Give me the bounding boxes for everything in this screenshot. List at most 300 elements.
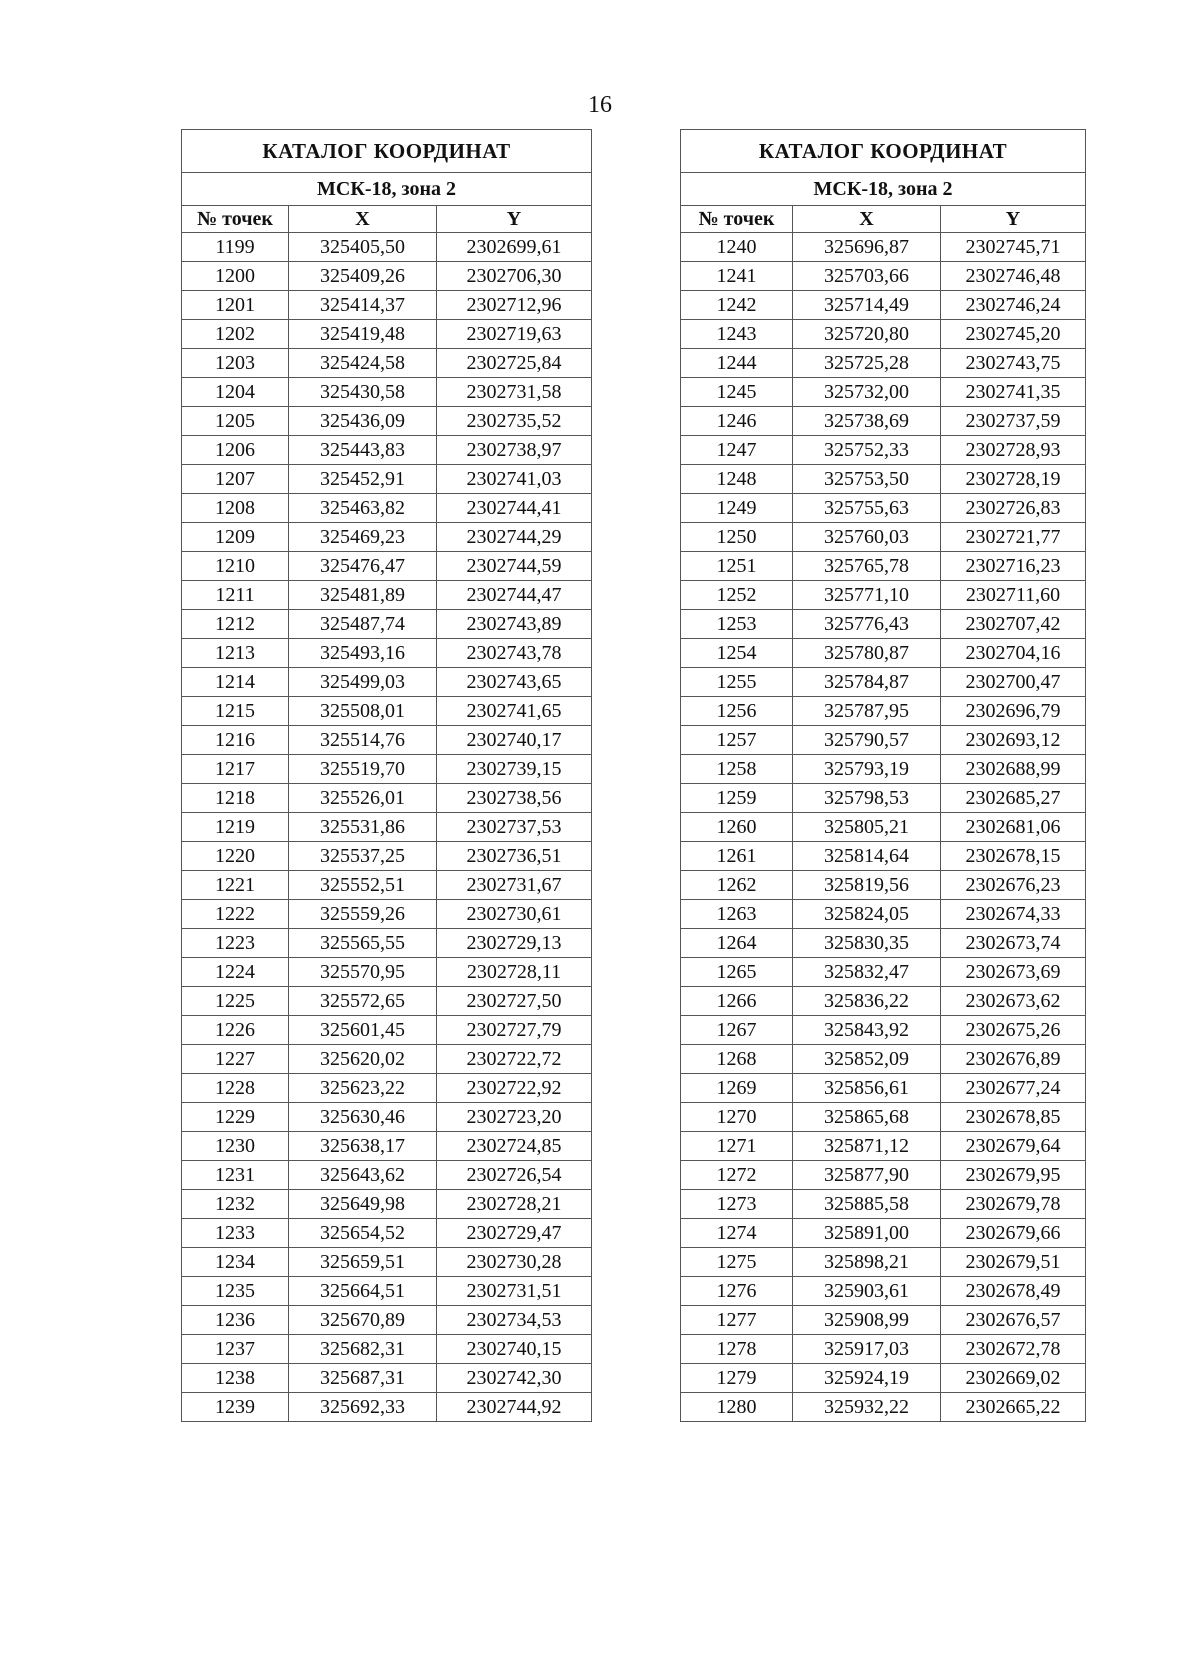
y-coordinate-cell: 2302677,24	[941, 1074, 1086, 1103]
table-row	[681, 1306, 1086, 1335]
y-coordinate-cell: 2302704,16	[941, 639, 1086, 668]
x-coordinate-cell: 325481,89	[289, 581, 437, 610]
point-number-cell: 1202	[182, 320, 289, 349]
point-number-cell: 1254	[681, 639, 793, 668]
x-coordinate-cell: 325526,01	[289, 784, 437, 813]
y-coordinate-cell: 2302745,20	[941, 320, 1086, 349]
y-coordinate-cell: 2302728,93	[941, 436, 1086, 465]
y-coordinate-cell: 2302730,28	[437, 1248, 592, 1277]
column-header-point-number: № точек	[182, 206, 289, 233]
y-coordinate-cell: 2302719,63	[437, 320, 592, 349]
point-number-cell: 1214	[182, 668, 289, 697]
y-coordinate-cell: 2302739,15	[437, 755, 592, 784]
table-row	[182, 610, 592, 639]
x-coordinate-cell: 325714,49	[793, 291, 941, 320]
point-number-cell: 1207	[182, 465, 289, 494]
point-number-cell: 1263	[681, 900, 793, 929]
y-coordinate-cell: 2302685,27	[941, 784, 1086, 813]
table-row	[681, 1277, 1086, 1306]
table-title: КАТАЛОГ КООРДИНАТ	[681, 130, 1086, 173]
table-row	[681, 1335, 1086, 1364]
y-coordinate-cell: 2302728,11	[437, 958, 592, 987]
x-coordinate-cell: 325852,09	[793, 1045, 941, 1074]
point-number-cell: 1280	[681, 1393, 793, 1422]
x-coordinate-cell: 325537,25	[289, 842, 437, 871]
table-row	[681, 1103, 1086, 1132]
point-number-cell: 1225	[182, 987, 289, 1016]
y-coordinate-cell: 2302711,60	[941, 581, 1086, 610]
point-number-cell: 1276	[681, 1277, 793, 1306]
column-header-y: Y	[941, 206, 1086, 233]
x-coordinate-cell: 325703,66	[793, 262, 941, 291]
point-number-cell: 1205	[182, 407, 289, 436]
x-coordinate-cell: 325843,92	[793, 1016, 941, 1045]
point-number-cell: 1260	[681, 813, 793, 842]
y-coordinate-cell: 2302727,50	[437, 987, 592, 1016]
x-coordinate-cell: 325643,62	[289, 1161, 437, 1190]
table-row	[182, 1335, 592, 1364]
x-coordinate-cell: 325760,03	[793, 523, 941, 552]
y-coordinate-cell: 2302740,17	[437, 726, 592, 755]
table-row	[182, 726, 592, 755]
x-coordinate-cell: 325832,47	[793, 958, 941, 987]
table-row	[182, 291, 592, 320]
table-row	[681, 552, 1086, 581]
y-coordinate-cell: 2302740,15	[437, 1335, 592, 1364]
table-row	[681, 349, 1086, 378]
point-number-cell: 1229	[182, 1103, 289, 1132]
point-number-cell: 1221	[182, 871, 289, 900]
x-coordinate-cell: 325463,82	[289, 494, 437, 523]
table-row	[182, 1045, 592, 1074]
table-row	[681, 697, 1086, 726]
y-coordinate-cell: 2302728,19	[941, 465, 1086, 494]
point-number-cell: 1277	[681, 1306, 793, 1335]
table-row	[681, 1364, 1086, 1393]
y-coordinate-cell: 2302726,54	[437, 1161, 592, 1190]
x-coordinate-cell: 325932,22	[793, 1393, 941, 1422]
y-coordinate-cell: 2302674,33	[941, 900, 1086, 929]
x-coordinate-cell: 325487,74	[289, 610, 437, 639]
table-row	[182, 552, 592, 581]
table-row	[681, 784, 1086, 813]
x-coordinate-cell: 325664,51	[289, 1277, 437, 1306]
table-row	[182, 1074, 592, 1103]
x-coordinate-cell: 325565,55	[289, 929, 437, 958]
x-coordinate-cell: 325865,68	[793, 1103, 941, 1132]
point-number-cell: 1222	[182, 900, 289, 929]
table-row	[182, 958, 592, 987]
point-number-cell: 1275	[681, 1248, 793, 1277]
x-coordinate-cell: 325430,58	[289, 378, 437, 407]
x-coordinate-cell: 325793,19	[793, 755, 941, 784]
table-row	[182, 842, 592, 871]
y-coordinate-cell: 2302679,78	[941, 1190, 1086, 1219]
table-row	[681, 436, 1086, 465]
y-coordinate-cell: 2302676,89	[941, 1045, 1086, 1074]
point-number-cell: 1272	[681, 1161, 793, 1190]
y-coordinate-cell: 2302665,22	[941, 1393, 1086, 1422]
table-row	[182, 987, 592, 1016]
table-row	[681, 494, 1086, 523]
y-coordinate-cell: 2302678,85	[941, 1103, 1086, 1132]
table-subtitle: МСК-18, зона 2	[182, 173, 592, 206]
coordinate-catalog-table	[680, 129, 1086, 1422]
x-coordinate-cell: 325424,58	[289, 349, 437, 378]
y-coordinate-cell: 2302722,72	[437, 1045, 592, 1074]
table-body	[681, 233, 1086, 1422]
x-coordinate-cell: 325409,26	[289, 262, 437, 291]
table-row	[182, 378, 592, 407]
table-row	[681, 262, 1086, 291]
x-coordinate-cell: 325531,86	[289, 813, 437, 842]
y-coordinate-cell: 2302706,30	[437, 262, 592, 291]
table-row	[182, 233, 592, 262]
table-row	[182, 813, 592, 842]
point-number-cell: 1278	[681, 1335, 793, 1364]
point-number-cell: 1235	[182, 1277, 289, 1306]
point-number-cell: 1216	[182, 726, 289, 755]
y-coordinate-cell: 2302712,96	[437, 291, 592, 320]
x-coordinate-cell: 325877,90	[793, 1161, 941, 1190]
table-row	[182, 1277, 592, 1306]
point-number-cell: 1259	[681, 784, 793, 813]
table-row	[681, 987, 1086, 1016]
x-coordinate-cell: 325814,64	[793, 842, 941, 871]
x-coordinate-cell: 325908,99	[793, 1306, 941, 1335]
point-number-cell: 1273	[681, 1190, 793, 1219]
x-coordinate-cell: 325692,33	[289, 1393, 437, 1422]
x-coordinate-cell: 325572,65	[289, 987, 437, 1016]
table-row	[681, 1045, 1086, 1074]
point-number-cell: 1274	[681, 1219, 793, 1248]
table-row	[681, 1074, 1086, 1103]
y-coordinate-cell: 2302737,53	[437, 813, 592, 842]
y-coordinate-cell: 2302735,52	[437, 407, 592, 436]
point-number-cell: 1203	[182, 349, 289, 378]
table-row	[182, 1190, 592, 1219]
x-coordinate-cell: 325508,01	[289, 697, 437, 726]
point-number-cell: 1232	[182, 1190, 289, 1219]
y-coordinate-cell: 2302679,66	[941, 1219, 1086, 1248]
y-coordinate-cell: 2302688,99	[941, 755, 1086, 784]
point-number-cell: 1251	[681, 552, 793, 581]
table-row	[182, 1364, 592, 1393]
y-coordinate-cell: 2302725,84	[437, 349, 592, 378]
table-row	[681, 407, 1086, 436]
y-coordinate-cell: 2302669,02	[941, 1364, 1086, 1393]
x-coordinate-cell: 325738,69	[793, 407, 941, 436]
x-coordinate-cell: 325819,56	[793, 871, 941, 900]
table-row	[182, 1103, 592, 1132]
table-row	[681, 726, 1086, 755]
point-number-cell: 1239	[182, 1393, 289, 1422]
x-coordinate-cell: 325696,87	[793, 233, 941, 262]
point-number-cell: 1237	[182, 1335, 289, 1364]
x-coordinate-cell: 325885,58	[793, 1190, 941, 1219]
x-coordinate-cell: 325752,33	[793, 436, 941, 465]
x-coordinate-cell: 325620,02	[289, 1045, 437, 1074]
point-number-cell: 1241	[681, 262, 793, 291]
x-coordinate-cell: 325476,47	[289, 552, 437, 581]
point-number-cell: 1271	[681, 1132, 793, 1161]
table-row	[681, 813, 1086, 842]
y-coordinate-cell: 2302724,85	[437, 1132, 592, 1161]
y-coordinate-cell: 2302681,06	[941, 813, 1086, 842]
y-coordinate-cell: 2302731,67	[437, 871, 592, 900]
point-number-cell: 1212	[182, 610, 289, 639]
point-number-cell: 1228	[182, 1074, 289, 1103]
table-row	[681, 291, 1086, 320]
table-row	[681, 523, 1086, 552]
y-coordinate-cell: 2302745,71	[941, 233, 1086, 262]
x-coordinate-cell: 325570,95	[289, 958, 437, 987]
table-row	[182, 697, 592, 726]
x-coordinate-cell: 325771,10	[793, 581, 941, 610]
y-coordinate-cell: 2302744,92	[437, 1393, 592, 1422]
point-number-cell: 1219	[182, 813, 289, 842]
table-row	[681, 1219, 1086, 1248]
x-coordinate-cell: 325514,76	[289, 726, 437, 755]
y-coordinate-cell: 2302743,89	[437, 610, 592, 639]
point-number-cell: 1267	[681, 1016, 793, 1045]
table-row	[681, 320, 1086, 349]
y-coordinate-cell: 2302734,53	[437, 1306, 592, 1335]
table-row	[681, 958, 1086, 987]
point-number-cell: 1201	[182, 291, 289, 320]
table-row	[681, 1161, 1086, 1190]
table-row	[182, 320, 592, 349]
point-number-cell: 1226	[182, 1016, 289, 1045]
x-coordinate-cell: 325436,09	[289, 407, 437, 436]
x-coordinate-cell: 325687,31	[289, 1364, 437, 1393]
y-coordinate-cell: 2302744,41	[437, 494, 592, 523]
x-coordinate-cell: 325493,16	[289, 639, 437, 668]
table-row	[182, 494, 592, 523]
x-coordinate-cell: 325725,28	[793, 349, 941, 378]
point-number-cell: 1261	[681, 842, 793, 871]
table-row	[182, 639, 592, 668]
y-coordinate-cell: 2302693,12	[941, 726, 1086, 755]
x-coordinate-cell: 325414,37	[289, 291, 437, 320]
table-row	[681, 1132, 1086, 1161]
y-coordinate-cell: 2302696,79	[941, 697, 1086, 726]
x-coordinate-cell: 325776,43	[793, 610, 941, 639]
y-coordinate-cell: 2302721,77	[941, 523, 1086, 552]
table-row	[182, 436, 592, 465]
x-coordinate-cell: 325443,83	[289, 436, 437, 465]
point-number-cell: 1262	[681, 871, 793, 900]
point-number-cell: 1269	[681, 1074, 793, 1103]
point-number-cell: 1242	[681, 291, 793, 320]
table-row	[182, 1306, 592, 1335]
point-number-cell: 1257	[681, 726, 793, 755]
x-coordinate-cell: 325924,19	[793, 1364, 941, 1393]
x-coordinate-cell: 325732,00	[793, 378, 941, 407]
x-coordinate-cell: 325824,05	[793, 900, 941, 929]
point-number-cell: 1255	[681, 668, 793, 697]
x-coordinate-cell: 325836,22	[793, 987, 941, 1016]
point-number-cell: 1266	[681, 987, 793, 1016]
y-coordinate-cell: 2302700,47	[941, 668, 1086, 697]
x-coordinate-cell: 325405,50	[289, 233, 437, 262]
point-number-cell: 1279	[681, 1364, 793, 1393]
point-number-cell: 1247	[681, 436, 793, 465]
x-coordinate-cell: 325898,21	[793, 1248, 941, 1277]
x-coordinate-cell: 325790,57	[793, 726, 941, 755]
y-coordinate-cell: 2302738,97	[437, 436, 592, 465]
table-subtitle: МСК-18, зона 2	[681, 173, 1086, 206]
x-coordinate-cell: 325830,35	[793, 929, 941, 958]
y-coordinate-cell: 2302678,15	[941, 842, 1086, 871]
point-number-cell: 1252	[681, 581, 793, 610]
point-number-cell: 1206	[182, 436, 289, 465]
table-row	[182, 1219, 592, 1248]
y-coordinate-cell: 2302678,49	[941, 1277, 1086, 1306]
point-number-cell: 1204	[182, 378, 289, 407]
table-row	[182, 1248, 592, 1277]
x-coordinate-cell: 325917,03	[793, 1335, 941, 1364]
y-coordinate-cell: 2302716,23	[941, 552, 1086, 581]
x-coordinate-cell: 325798,53	[793, 784, 941, 813]
x-coordinate-cell: 325638,17	[289, 1132, 437, 1161]
y-coordinate-cell: 2302699,61	[437, 233, 592, 262]
y-coordinate-cell: 2302729,47	[437, 1219, 592, 1248]
point-number-cell: 1218	[182, 784, 289, 813]
y-coordinate-cell: 2302673,69	[941, 958, 1086, 987]
y-coordinate-cell: 2302743,65	[437, 668, 592, 697]
point-number-cell: 1217	[182, 755, 289, 784]
table-row	[182, 1393, 592, 1422]
coordinate-catalog-table	[181, 129, 592, 1422]
column-header-point-number: № точек	[681, 206, 793, 233]
table-row	[681, 1016, 1086, 1045]
table-row	[182, 929, 592, 958]
table-row	[182, 349, 592, 378]
x-coordinate-cell: 325559,26	[289, 900, 437, 929]
table-row	[182, 784, 592, 813]
table-row	[182, 262, 592, 291]
y-coordinate-cell: 2302672,78	[941, 1335, 1086, 1364]
x-coordinate-cell: 325871,12	[793, 1132, 941, 1161]
table-row	[182, 871, 592, 900]
point-number-cell: 1224	[182, 958, 289, 987]
x-coordinate-cell: 325780,87	[793, 639, 941, 668]
y-coordinate-cell: 2302730,61	[437, 900, 592, 929]
table-row	[681, 378, 1086, 407]
table-row	[681, 639, 1086, 668]
point-number-cell: 1243	[681, 320, 793, 349]
point-number-cell: 1220	[182, 842, 289, 871]
point-number-cell: 1248	[681, 465, 793, 494]
x-coordinate-cell: 325452,91	[289, 465, 437, 494]
table-row	[681, 233, 1086, 262]
point-number-cell: 1246	[681, 407, 793, 436]
x-coordinate-cell: 325654,52	[289, 1219, 437, 1248]
point-number-cell: 1236	[182, 1306, 289, 1335]
table-row	[681, 929, 1086, 958]
table-row	[681, 842, 1086, 871]
point-number-cell: 1240	[681, 233, 793, 262]
y-coordinate-cell: 2302741,65	[437, 697, 592, 726]
point-number-cell: 1209	[182, 523, 289, 552]
x-coordinate-cell: 325903,61	[793, 1277, 941, 1306]
point-number-cell: 1233	[182, 1219, 289, 1248]
x-coordinate-cell: 325419,48	[289, 320, 437, 349]
y-coordinate-cell: 2302728,21	[437, 1190, 592, 1219]
point-number-cell: 1234	[182, 1248, 289, 1277]
x-coordinate-cell: 325552,51	[289, 871, 437, 900]
x-coordinate-cell: 325805,21	[793, 813, 941, 842]
table-body	[182, 233, 592, 1422]
point-number-cell: 1213	[182, 639, 289, 668]
point-number-cell: 1265	[681, 958, 793, 987]
y-coordinate-cell: 2302723,20	[437, 1103, 592, 1132]
column-header-x: X	[793, 206, 941, 233]
point-number-cell: 1244	[681, 349, 793, 378]
y-coordinate-cell: 2302707,42	[941, 610, 1086, 639]
y-coordinate-cell: 2302722,92	[437, 1074, 592, 1103]
y-coordinate-cell: 2302679,95	[941, 1161, 1086, 1190]
table-row	[681, 581, 1086, 610]
y-coordinate-cell: 2302738,56	[437, 784, 592, 813]
page-number: 16	[588, 92, 612, 118]
point-number-cell: 1258	[681, 755, 793, 784]
column-header-x: X	[289, 206, 437, 233]
point-number-cell: 1215	[182, 697, 289, 726]
x-coordinate-cell: 325755,63	[793, 494, 941, 523]
point-number-cell: 1200	[182, 262, 289, 291]
point-number-cell: 1270	[681, 1103, 793, 1132]
y-coordinate-cell: 2302731,51	[437, 1277, 592, 1306]
y-coordinate-cell: 2302743,75	[941, 349, 1086, 378]
table-row	[182, 755, 592, 784]
table-row	[182, 1161, 592, 1190]
table-row	[182, 581, 592, 610]
y-coordinate-cell: 2302746,48	[941, 262, 1086, 291]
x-coordinate-cell: 325856,61	[793, 1074, 941, 1103]
x-coordinate-cell: 325519,70	[289, 755, 437, 784]
x-coordinate-cell: 325682,31	[289, 1335, 437, 1364]
y-coordinate-cell: 2302736,51	[437, 842, 592, 871]
x-coordinate-cell: 325601,45	[289, 1016, 437, 1045]
point-number-cell: 1199	[182, 233, 289, 262]
point-number-cell: 1264	[681, 929, 793, 958]
table-row	[681, 871, 1086, 900]
point-number-cell: 1250	[681, 523, 793, 552]
x-coordinate-cell: 325630,46	[289, 1103, 437, 1132]
x-coordinate-cell: 325787,95	[793, 697, 941, 726]
point-number-cell: 1223	[182, 929, 289, 958]
x-coordinate-cell: 325720,80	[793, 320, 941, 349]
point-number-cell: 1253	[681, 610, 793, 639]
y-coordinate-cell: 2302741,03	[437, 465, 592, 494]
table-row	[681, 1248, 1086, 1277]
column-header-y: Y	[437, 206, 592, 233]
x-coordinate-cell: 325784,87	[793, 668, 941, 697]
x-coordinate-cell: 325623,22	[289, 1074, 437, 1103]
y-coordinate-cell: 2302679,64	[941, 1132, 1086, 1161]
x-coordinate-cell: 325765,78	[793, 552, 941, 581]
y-coordinate-cell: 2302731,58	[437, 378, 592, 407]
y-coordinate-cell: 2302744,47	[437, 581, 592, 610]
y-coordinate-cell: 2302744,29	[437, 523, 592, 552]
y-coordinate-cell: 2302679,51	[941, 1248, 1086, 1277]
x-coordinate-cell: 325499,03	[289, 668, 437, 697]
point-number-cell: 1231	[182, 1161, 289, 1190]
y-coordinate-cell: 2302726,83	[941, 494, 1086, 523]
point-number-cell: 1227	[182, 1045, 289, 1074]
